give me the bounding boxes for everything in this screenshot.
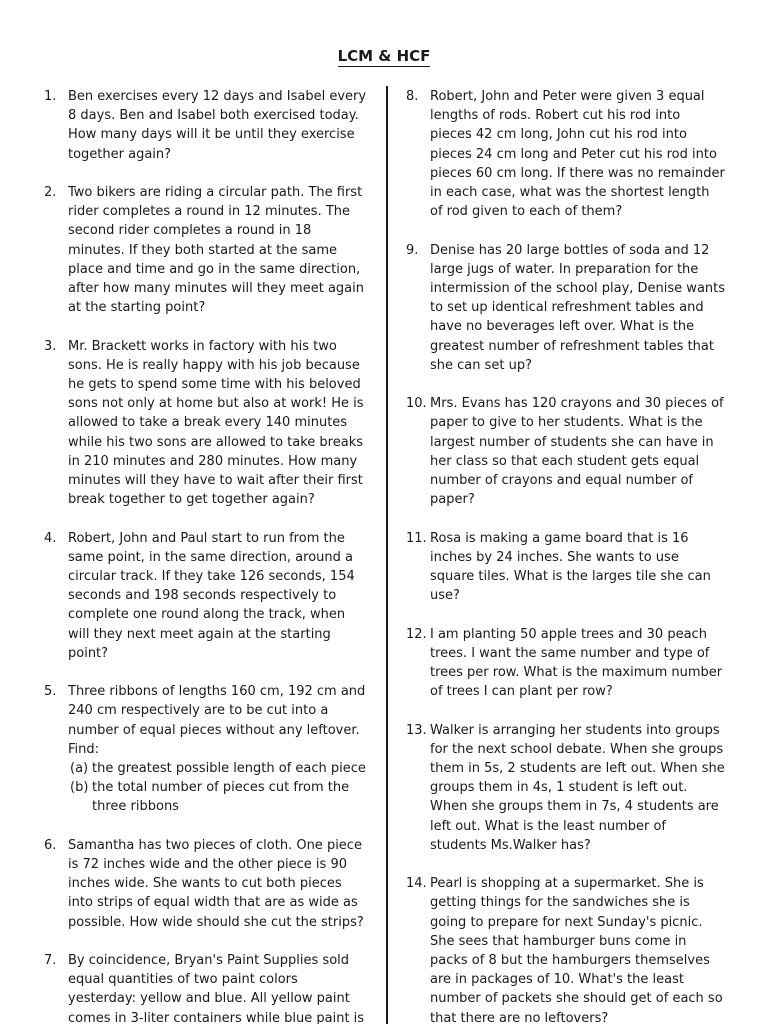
question-text: Pearl is shopping at a supermarket. She is getting things for the sandwiches she is going to prepare for next Sunday's picnic. She sees that hamburger buns come in packs of 8 but the hamburgers themselves are in packages of 10. What's the least number of packets she should get of each so that there are no leftovers? — [430, 876, 723, 1024]
question-14 — [406, 874, 726, 1024]
question-number: 3. — [44, 338, 57, 354]
question-text: I am planting 50 apple trees and 30 peach trees. I want the same number and type of trees per row. What is the maximum number of trees I can plant per row? — [430, 626, 723, 700]
question-5 — [44, 682, 368, 816]
question-number: 11. — [406, 530, 427, 546]
question-number: 4. — [44, 530, 57, 546]
question-text: Robert, John and Paul start to run from the same point, in the same direction, around a circular track. If they take 126 seconds, 154 seconds and 198 seconds respectively to complete one round along the track, when will they next meet again at the starting point? — [68, 530, 355, 661]
question-6 — [44, 836, 368, 932]
question-number: 6. — [44, 837, 57, 853]
sub-question-b — [70, 778, 368, 816]
question-text: Samantha has two pieces of cloth. One piece is 72 inches wide and the other piece is 90 inches wide. She wants to cut both pieces into strips of equal width that are as wide as possible. How wide should she cut the strips? — [68, 837, 364, 930]
question-text: Ben exercises every 12 days and Isabel every 8 days. Ben and Isabel both exercised today. How many days will it be until they exercise together again? — [68, 89, 367, 162]
question-2 — [44, 183, 368, 317]
question-8 — [406, 87, 726, 221]
question-number: 1. — [44, 89, 57, 104]
question-text: Mr. Brackett works in factory with his two sons. He is really happy with his job because he gets to spend some time with his beloved sons not only at home but also at work! He is allowed to take a break every 140 minutes while his two sons are allowed to take breaks in 210 minutes and 280 minutes. How many minutes will they have to wait after their first break together to get together again? — [68, 338, 364, 508]
question-text: By coincidence, Bryan's Paint Supplies sold equal quantities of two paint colors yesterday: yellow and blue. All yellow paint comes in 3-liter containers while blue paint is — [68, 953, 365, 1024]
question-11 — [406, 529, 726, 606]
question-number: 14. — [406, 876, 427, 892]
question-text: Rosa is making a game board that is 16 inches by 24 inches. She wants to use square tiles. What is the larges tile she can use? — [430, 530, 711, 604]
question-number: 9. — [406, 242, 419, 258]
left-column — [44, 87, 368, 1024]
question-number: 5. — [44, 684, 57, 700]
page-title — [0, 46, 768, 66]
question-number: 12. — [406, 626, 427, 642]
question-7 — [44, 951, 368, 1024]
question-number: 8. — [406, 89, 419, 104]
column-divider — [386, 86, 388, 1024]
question-4 — [44, 529, 368, 663]
question-body — [68, 682, 368, 816]
question-text: Mrs. Evans has 120 crayons and 30 pieces of paper to give to her students. What is the largest number of students she can have in her class so that each student gets equal number of crayons and equal number of paper? — [430, 396, 724, 508]
sub-question-a — [70, 759, 368, 778]
question-1 — [44, 87, 368, 164]
question-10 — [406, 394, 726, 509]
question-number: 13. — [406, 722, 427, 738]
question-number: 10. — [406, 396, 427, 412]
question-text: Denise has 20 large bottles of soda and 12 large jugs of water. In preparation for the intermission of the school play, Denise wants to set up identical refreshment tables and have no beverages left over. What is the greatest number of refreshment tables that she can set up? — [430, 242, 726, 373]
question-text: Three ribbons of lengths 160 cm, 192 cm and 240 cm respectively are to be cut into a number of equal pieces without any leftover. Find: — [68, 684, 366, 757]
question-text: Two bikers are riding a circular path. The first rider completes a round in 12 minutes. The second rider completes a round in 18 minutes. If they both started at the same place and time and go in the same direction, after how many minutes will they meet again at the starting point? — [68, 185, 364, 316]
page-title-text: LCM & HCF — [337, 47, 431, 65]
sub-question-text: the greatest possible length of each piece — [92, 761, 366, 777]
question-13 — [406, 721, 726, 855]
question-number: 7. — [44, 953, 57, 969]
sub-question-label: (b) — [70, 780, 89, 796]
question-text: Walker is arranging her students into groups for the next school debate. When she groups them in 5s, 2 students are left out. When she groups them in 4s, 1 student is left out. When she groups them in 7s, 4 students are left out. What is the least number of students Ms.Walker has? — [430, 722, 725, 853]
question-9 — [406, 241, 726, 375]
sub-question-text: the total number of pieces cut from the three ribbons — [92, 780, 350, 815]
right-column — [406, 87, 726, 1024]
question-3 — [44, 337, 368, 510]
question-12 — [406, 625, 726, 702]
question-number: 2. — [44, 185, 57, 200]
sub-question-label: (a) — [70, 761, 89, 777]
question-text: Robert, John and Peter were given 3 equal lengths of rods. Robert cut his rod into pieces 42 cm long, John cut his rod into pieces 24 cm long and Peter cut his rod into pieces 60 cm long. If there was no remainder in each case, what was the shortest length of rod given to each of them? — [430, 89, 725, 220]
